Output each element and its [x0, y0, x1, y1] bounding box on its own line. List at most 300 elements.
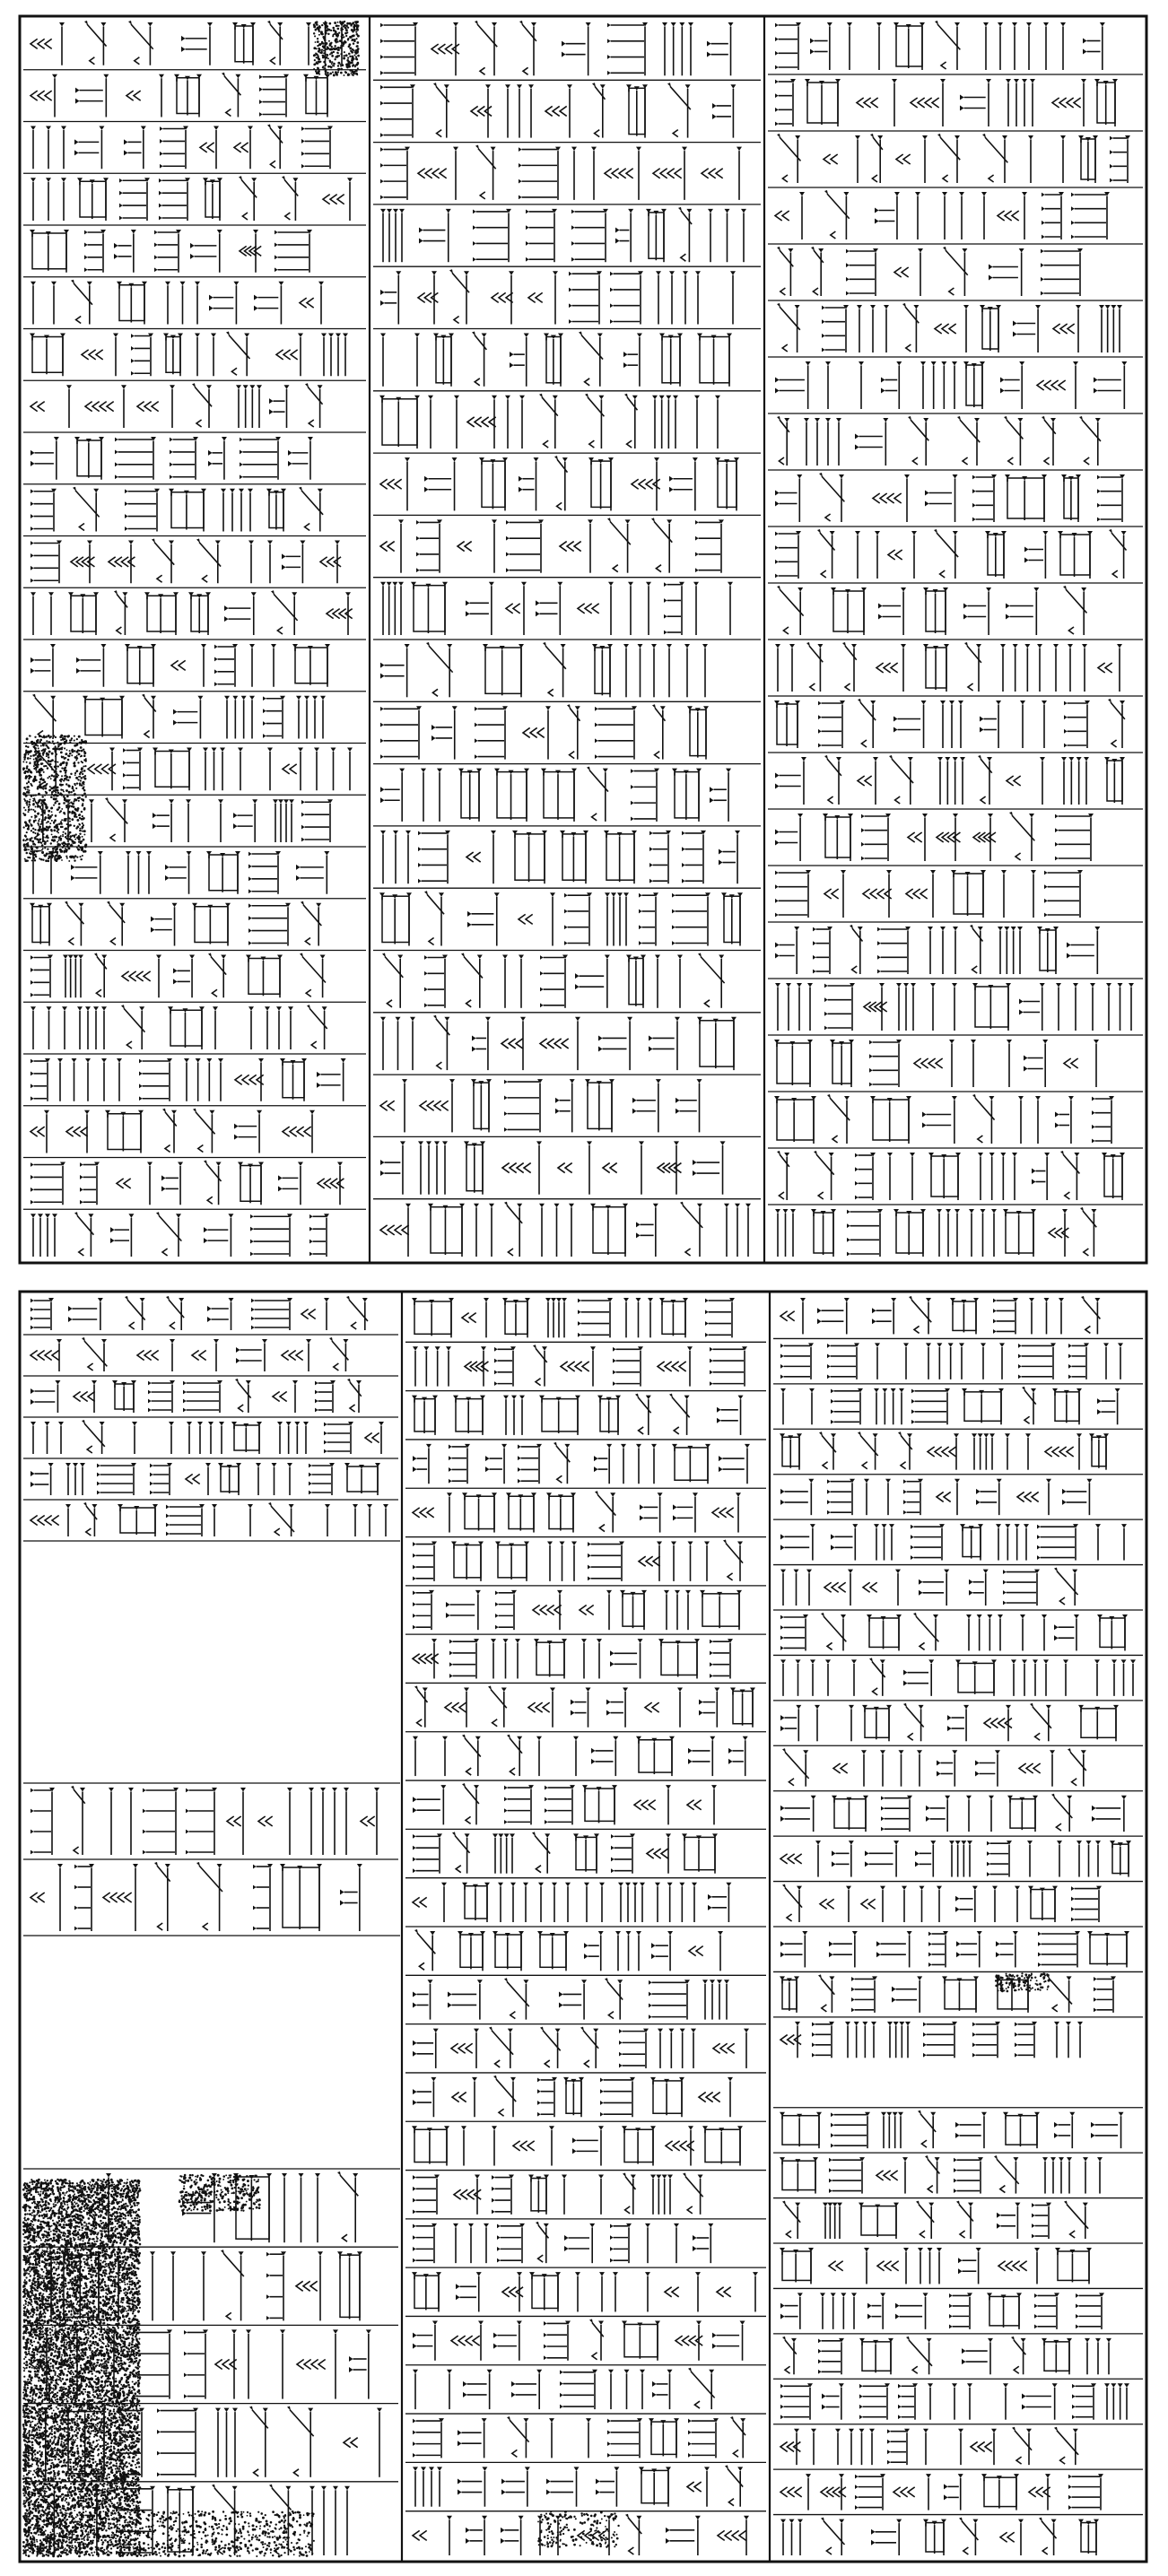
- cuneiform-sign: [314, 748, 353, 791]
- cuneiform-sign: [639, 2467, 671, 2506]
- cuneiform-sign: [458, 519, 497, 572]
- cuneiform-sign: [589, 2319, 604, 2360]
- text-line: [31, 1005, 327, 1049]
- cuneiform-sign: [501, 2467, 530, 2506]
- cuneiform-sign: [68, 592, 99, 635]
- cuneiform-sign: [169, 489, 206, 532]
- cuneiform-sign: [911, 79, 946, 126]
- cuneiform-sign: [204, 1161, 222, 1205]
- cuneiform-sign: [71, 541, 94, 584]
- cuneiform-sign: [492, 271, 514, 324]
- cuneiform-sign: [997, 2203, 1020, 2239]
- cuneiform-sign: [780, 2112, 822, 2148]
- cuneiform-sign: [529, 2272, 561, 2311]
- cuneiform-sign: [66, 1110, 90, 1153]
- cuneiform-sign: [824, 983, 855, 1031]
- cuneiform-sign: [889, 755, 913, 805]
- cuneiform-sign: [877, 927, 911, 974]
- cuneiform-sign: [65, 901, 83, 946]
- cuneiform-sign: [73, 487, 100, 532]
- cuneiform-sign: [413, 1493, 452, 1532]
- cuneiform-sign: [1001, 870, 1036, 918]
- cuneiform-sign: [511, 2370, 542, 2409]
- cuneiform-sign: [811, 247, 824, 296]
- cuneiform-sign: [309, 1788, 349, 1855]
- cuneiform-sign: [650, 2175, 673, 2215]
- cuneiform-sign: [1097, 1614, 1128, 1650]
- cuneiform-sign: [874, 1524, 894, 1560]
- cuneiform-sign: [190, 230, 222, 273]
- text-line: [380, 767, 731, 822]
- cuneiform-sign: [157, 2408, 198, 2477]
- cuneiform-sign: [267, 21, 283, 65]
- text-line: [31, 1212, 329, 1257]
- cuneiform-sign: [1053, 644, 1087, 692]
- text-line: [413, 2416, 745, 2458]
- cuneiform-sign: [161, 1162, 183, 1205]
- cuneiform-sign: [1006, 587, 1039, 635]
- cuneiform-sign: [433, 334, 454, 387]
- cuneiform-sign: [240, 437, 281, 480]
- cuneiform-sign: [504, 1079, 543, 1132]
- cuneiform-sign: [1064, 701, 1090, 748]
- cuneiform-sign: [605, 892, 629, 945]
- cuneiform-sign: [433, 83, 449, 137]
- text-line: [775, 812, 1094, 861]
- cuneiform-sign: [57, 1058, 91, 1101]
- cuneiform-sign: [923, 587, 948, 635]
- text-line: [775, 190, 1110, 239]
- cuneiform-sign: [662, 22, 693, 75]
- cuneiform-sign: [413, 2175, 440, 2215]
- cuneiform-sign: [855, 531, 880, 579]
- cuneiform-sign: [119, 178, 150, 221]
- cuneiform-sign: [1018, 1343, 1056, 1379]
- cuneiform-sign: [600, 2077, 635, 2117]
- cuneiform-sign: [31, 1006, 67, 1049]
- cuneiform-sign: [463, 2370, 492, 2409]
- text-line: [31, 1463, 380, 1495]
- text-line: [780, 1524, 1127, 1560]
- cuneiform-sign: [898, 1432, 912, 1469]
- cuneiform-sign: [777, 586, 804, 635]
- cuneiform-sign: [645, 2224, 679, 2263]
- cuneiform-sign: [1028, 135, 1066, 183]
- cuneiform-sign: [624, 394, 638, 448]
- cuneiform-sign: [619, 2029, 649, 2068]
- cuneiform-sign: [671, 1542, 710, 1581]
- cuneiform-sign: [672, 892, 710, 945]
- text-line: [31, 125, 333, 170]
- cuneiform-sign: [1044, 870, 1083, 918]
- cuneiform-sign: [710, 1346, 747, 1386]
- cuneiform-sign: [1054, 2427, 1078, 2465]
- cuneiform-sign: [187, 1422, 224, 1454]
- cuneiform-sign: [850, 925, 863, 974]
- cuneiform-sign: [1005, 474, 1047, 522]
- cuneiform-sign: [1076, 2293, 1104, 2328]
- cuneiform-sign: [824, 870, 846, 918]
- cuneiform-sign: [1003, 1209, 1036, 1257]
- cuneiform-sign: [775, 474, 802, 522]
- cuneiform-sign: [466, 2516, 487, 2555]
- cuneiform-sign: [956, 2201, 973, 2239]
- text-line: [31, 176, 353, 221]
- cuneiform-sign: [688, 2418, 719, 2458]
- cuneiform-sign: [955, 1659, 997, 1695]
- cuneiform-sign: [923, 2519, 946, 2555]
- cuneiform-sign: [238, 1162, 264, 1205]
- cuneiform-sign: [569, 271, 602, 324]
- cuneiform-sign: [467, 396, 497, 448]
- cuneiform-sign: [810, 22, 832, 70]
- cuneiform-sign: [975, 1750, 1000, 1786]
- cuneiform-sign: [540, 1017, 580, 1070]
- cuneiform-sign: [483, 644, 524, 697]
- cuneiform-sign: [215, 2329, 237, 2398]
- cuneiform-sign: [1034, 2293, 1059, 2328]
- cuneiform-sign: [1071, 1886, 1102, 1922]
- cuneiform-sign: [888, 531, 917, 579]
- text-line: [379, 891, 743, 945]
- cuneiform-sign: [825, 361, 864, 409]
- cuneiform-sign: [832, 1841, 854, 1876]
- cuneiform-sign: [588, 457, 614, 510]
- cuneiform-sign: [152, 539, 174, 584]
- cuneiform-sign: [1061, 474, 1081, 522]
- cuneiform-sign: [689, 1931, 723, 1971]
- cuneiform-sign: [774, 1096, 816, 1144]
- cuneiform-sign: [420, 1079, 455, 1132]
- cuneiform-sign: [1094, 79, 1118, 126]
- cuneiform-sign: [280, 1058, 307, 1101]
- cuneiform-sign: [250, 1214, 292, 1257]
- cuneiform-sign: [453, 1396, 485, 1435]
- cuneiform-sign: [501, 1017, 526, 1070]
- text-line: [775, 21, 1105, 70]
- cuneiform-sign: [1083, 22, 1105, 70]
- cuneiform-sign: [504, 1978, 529, 2019]
- cuneiform-sign: [829, 2248, 869, 2284]
- cuneiform-sign: [966, 1614, 1003, 1650]
- cuneiform-sign: [698, 953, 725, 1008]
- cuneiform-sign: [424, 955, 448, 1008]
- cuneiform-sign: [154, 230, 181, 273]
- cuneiform-sign: [987, 2293, 1022, 2328]
- cuneiform-sign: [682, 831, 706, 883]
- cuneiform-sign: [424, 457, 458, 510]
- cuneiform-sign: [594, 1444, 612, 1484]
- cuneiform-sign: [192, 1339, 219, 1371]
- cuneiform-sign: [173, 696, 203, 739]
- cuneiform-sign: [697, 334, 732, 387]
- cuneiform-sign: [964, 642, 981, 692]
- cuneiform-sign: [537, 1931, 569, 1971]
- text-line: [782, 1884, 1102, 1922]
- cuneiform-sign: [502, 1141, 542, 1194]
- text-line: [775, 755, 1125, 805]
- plate-lower: [20, 1292, 1146, 2562]
- cuneiform-sign: [462, 1493, 497, 1532]
- cuneiform-sign: [725, 2465, 743, 2506]
- cuneiform-sign: [74, 1380, 97, 1413]
- cuneiform-sign: [277, 1422, 309, 1454]
- cuneiform-sign: [718, 2516, 749, 2555]
- cuneiform-sign: [380, 271, 401, 324]
- cuneiform-sign: [651, 1931, 673, 1971]
- text-line: [774, 699, 1125, 748]
- cuneiform-sign: [380, 1017, 415, 1070]
- cuneiform-sign: [494, 769, 529, 822]
- cuneiform-sign: [495, 1542, 529, 1581]
- cuneiform-sign: [649, 2418, 679, 2458]
- cuneiform-sign: [253, 1864, 273, 1931]
- cuneiform-sign: [867, 2293, 885, 2328]
- cuneiform-sign: [775, 22, 801, 70]
- cuneiform-sign: [775, 531, 801, 579]
- cuneiform-sign: [1009, 812, 1034, 861]
- cuneiform-sign: [123, 748, 143, 791]
- cuneiform-sign: [235, 1379, 251, 1413]
- cuneiform-sign: [115, 437, 156, 480]
- cuneiform-sign: [780, 1388, 815, 1424]
- cuneiform-sign: [192, 383, 212, 428]
- cuneiform-sign: [567, 704, 580, 759]
- text-line: [413, 1345, 747, 1386]
- cuneiform-sign: [1111, 1659, 1136, 1695]
- cuneiform-sign: [1039, 2518, 1057, 2555]
- cuneiform-sign: [380, 769, 405, 822]
- text-line: [413, 2368, 715, 2409]
- text-line: [780, 1703, 1119, 1741]
- cuneiform-sign: [380, 1204, 411, 1257]
- cuneiform-sign: [827, 1343, 859, 1379]
- cuneiform-sign: [981, 1343, 1005, 1379]
- cuneiform-sign: [263, 696, 285, 739]
- cuneiform-sign: [451, 1542, 484, 1581]
- cuneiform-sign: [665, 2272, 701, 2311]
- cuneiform-sign: [605, 147, 641, 200]
- cuneiform-sign: [474, 1204, 494, 1257]
- cuneiform-sign: [117, 282, 147, 325]
- cuneiform-sign: [458, 2467, 487, 2506]
- cuneiform-sign: [165, 282, 200, 325]
- cuneiform-sign: [863, 1570, 901, 1606]
- cuneiform-sign: [76, 644, 106, 687]
- cuneiform-sign: [710, 769, 731, 822]
- cuneiform-sign: [1032, 1153, 1050, 1200]
- text-line: [31, 1420, 384, 1454]
- cuneiform-sign: [728, 1736, 748, 1776]
- cuneiform-sign: [928, 1931, 948, 1967]
- cuneiform-sign: [775, 644, 795, 692]
- cuneiform-sign: [1042, 192, 1064, 239]
- cuneiform-sign: [960, 1524, 983, 1560]
- cuneiform-sign: [207, 1298, 234, 1330]
- cuneiform-sign: [204, 1214, 233, 1257]
- cuneiform-sign: [985, 531, 1007, 579]
- cuneiform-sign: [1000, 361, 1024, 409]
- cuneiform-sign: [958, 2248, 981, 2284]
- cuneiform-sign: [699, 2077, 733, 2117]
- cuneiform-sign: [561, 1346, 596, 1386]
- cuneiform-sign: [950, 1298, 979, 1334]
- cuneiform-sign: [918, 2110, 936, 2148]
- cuneiform-sign: [695, 271, 736, 324]
- text-line: [780, 1432, 1109, 1469]
- cuneiform-sign: [475, 145, 496, 200]
- cuneiform-sign: [266, 2251, 286, 2320]
- cuneiform-sign: [258, 1788, 292, 1855]
- cuneiform-sign: [806, 642, 823, 692]
- cuneiform-sign: [504, 1785, 534, 1824]
- cuneiform-sign: [307, 1005, 327, 1049]
- cuneiform-sign: [817, 529, 835, 579]
- cuneiform-sign: [498, 1883, 528, 1922]
- cuneiform-sign: [1029, 2474, 1050, 2510]
- text-line: [380, 831, 740, 883]
- cuneiform-sign: [380, 831, 411, 883]
- cuneiform-sign: [1071, 192, 1110, 239]
- cuneiform-sign: [864, 1479, 891, 1515]
- cuneiform-sign: [621, 1444, 657, 1484]
- cuneiform-sign: [596, 2467, 619, 2506]
- cuneiform-sign: [881, 361, 902, 409]
- cuneiform-sign: [1042, 416, 1056, 466]
- cuneiform-sign: [669, 457, 698, 510]
- cuneiform-sign: [615, 209, 633, 262]
- cuneiform-sign: [780, 1659, 815, 1695]
- cuneiform-sign: [504, 1202, 522, 1257]
- cuneiform-sign: [249, 2406, 268, 2477]
- cuneiform-sign: [669, 1394, 690, 1435]
- cuneiform-sign: [71, 851, 103, 894]
- cuneiform-sign: [71, 1786, 85, 1855]
- cuneiform-sign: [536, 1736, 579, 1776]
- cuneiform-sign: [502, 955, 524, 1008]
- cuneiform-sign: [719, 831, 740, 883]
- cuneiform-sign: [31, 489, 57, 532]
- cuneiform-sign: [309, 2486, 350, 2555]
- cuneiform-sign: [980, 701, 1001, 748]
- cuneiform-sign: [585, 394, 604, 448]
- cuneiform-sign: [82, 1420, 105, 1454]
- cuneiform-sign: [559, 1980, 587, 2019]
- cuneiform-sign: [462, 1883, 490, 1922]
- cuneiform-sign: [1106, 983, 1134, 1031]
- cuneiform-sign: [983, 22, 1017, 70]
- cuneiform-sign: [697, 1017, 737, 1070]
- cuneiform-sign: [462, 1783, 479, 1824]
- cuneiform-sign: [103, 1864, 138, 1931]
- cuneiform-sign: [148, 1380, 175, 1413]
- cuneiform-sign: [31, 1864, 63, 1931]
- cuneiform-sign: [911, 1524, 945, 1560]
- cuneiform-sign: [876, 1931, 912, 1967]
- cuneiform-sign: [1055, 814, 1094, 861]
- cuneiform-sign: [610, 1639, 643, 1678]
- cuneiform-sign: [989, 248, 1024, 296]
- cuneiform-sign: [1015, 2022, 1037, 2058]
- cuneiform-sign: [688, 1736, 715, 1776]
- cuneiform-sign: [994, 2155, 1019, 2193]
- cuneiform-sign: [126, 851, 152, 894]
- cuneiform-sign: [361, 1788, 379, 1855]
- cuneiform-sign: [906, 870, 936, 918]
- cuneiform-sign: [413, 1785, 446, 1824]
- cuneiform-sign: [1098, 644, 1122, 692]
- cuneiform-sign: [667, 644, 708, 697]
- cuneiform-sign: [218, 1463, 241, 1495]
- cuneiform-sign: [122, 955, 161, 998]
- cuneiform-sign: [943, 247, 968, 296]
- cuneiform-sign: [82, 1337, 107, 1371]
- cuneiform-sign: [266, 489, 286, 532]
- cuneiform-sign: [1063, 586, 1086, 635]
- text-line: [413, 2319, 745, 2360]
- text-line: [31, 851, 329, 894]
- cuneiform-sign: [585, 1079, 615, 1132]
- cuneiform-sign: [77, 178, 109, 221]
- cuneiform-sign: [458, 769, 482, 822]
- cuneiform-sign: [1045, 1433, 1082, 1469]
- cuneiform-sign: [824, 135, 860, 183]
- cuneiform-sign: [259, 74, 289, 117]
- cuneiform-sign: [461, 2126, 497, 2165]
- cuneiform-sign: [541, 769, 577, 822]
- text-line: [413, 1783, 717, 1824]
- cuneiform-sign: [31, 592, 54, 635]
- cuneiform-sign: [344, 2408, 382, 2477]
- cuneiform-sign: [1006, 79, 1035, 126]
- cuneiform-sign: [414, 1929, 435, 1971]
- text-line: [31, 280, 324, 325]
- cuneiform-sign: [954, 2157, 983, 2193]
- cuneiform-sign: [673, 1493, 698, 1532]
- cuneiform-sign: [712, 1493, 741, 1532]
- cuneiform-sign: [1072, 2383, 1096, 2419]
- cuneiform-sign: [780, 2022, 801, 2058]
- cuneiform-sign: [84, 230, 106, 273]
- cuneiform-sign: [817, 1298, 850, 1334]
- cuneiform-sign: [1104, 757, 1125, 805]
- text-line: [380, 518, 724, 572]
- cuneiform-sign: [780, 1931, 807, 1967]
- cuneiform-sign: [142, 694, 156, 739]
- cuneiform-sign: [842, 642, 857, 692]
- cuneiform-sign: [344, 1463, 380, 1495]
- text-line: [780, 1568, 1077, 1606]
- cuneiform-sign: [822, 305, 849, 352]
- cuneiform-sign: [870, 1096, 911, 1144]
- cuneiform-sign: [847, 1209, 883, 1257]
- text-line: [380, 21, 734, 75]
- text-line: [31, 1379, 362, 1413]
- cuneiform-sign: [831, 587, 867, 635]
- cuneiform-sign: [688, 2368, 715, 2409]
- cuneiform-sign: [462, 1735, 481, 1776]
- cuneiform-sign: [724, 1204, 751, 1257]
- cuneiform-sign: [959, 2518, 978, 2555]
- cuneiform-sign: [74, 1212, 93, 1257]
- cuneiform-sign: [519, 147, 561, 200]
- cuneiform-sign: [1022, 1387, 1036, 1424]
- cuneiform-sign: [1097, 474, 1125, 522]
- cuneiform-sign: [951, 870, 986, 918]
- cuneiform-sign: [818, 2338, 844, 2374]
- cuneiform-sign: [181, 22, 213, 65]
- cuneiform-sign: [1037, 1524, 1078, 1560]
